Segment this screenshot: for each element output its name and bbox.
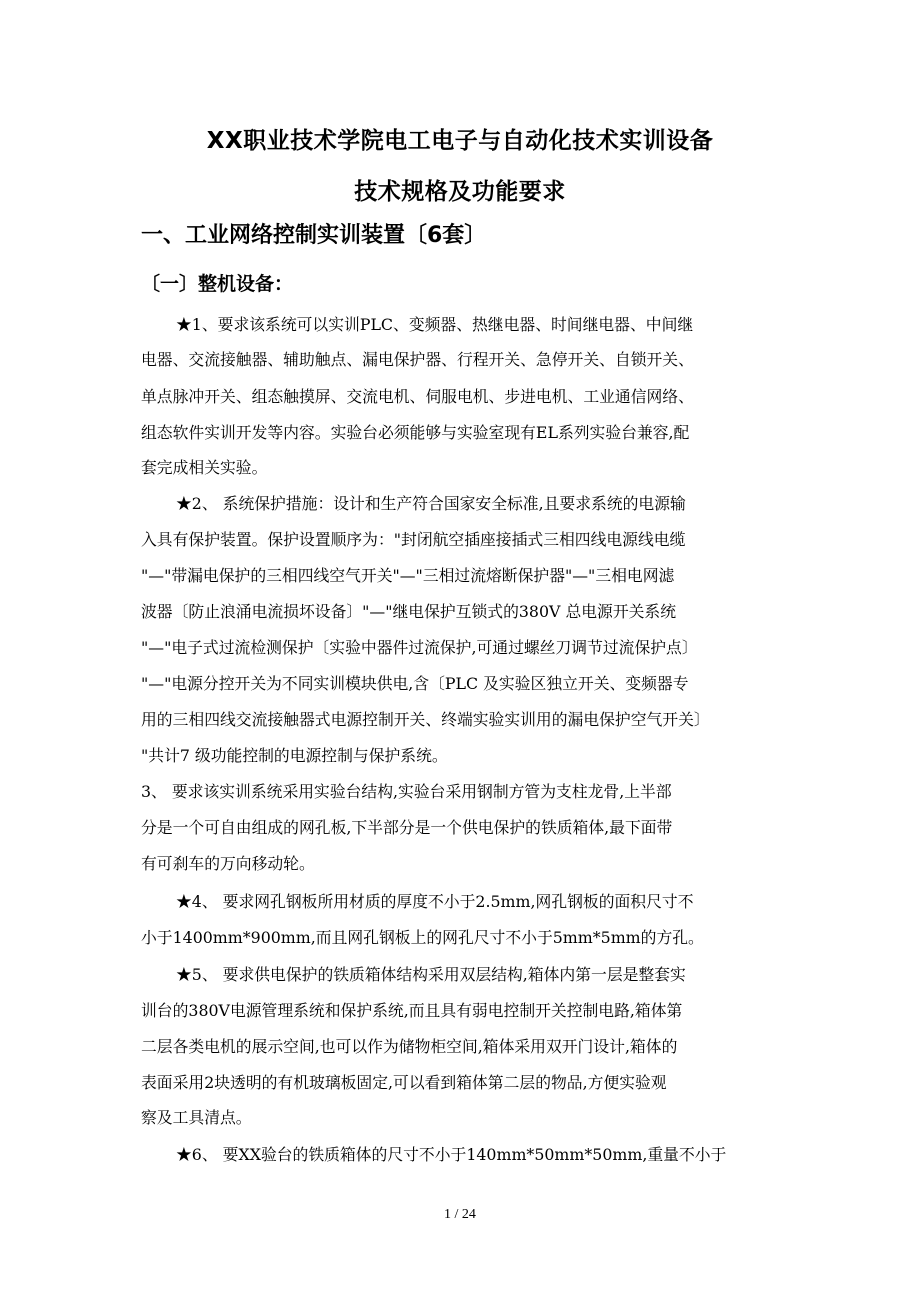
document-subtitle: 技术规格及功能要求 [354,179,566,205]
paragraph-line: 入具有保护装置。保护设置顺序为："封闭航空插座接插式三相四线电源线电缆 [141,530,686,549]
document-title: XX职业技术学院电工电子与自动化技术实训设备 [206,128,714,154]
paragraph-line: 二层各类电机的展示空间,也可以作为储物柜空间,箱体采用双开门设计,箱体的 [141,1037,678,1056]
paragraph-line: ★1、要求该系统可以实训PLC、变频器、热继电器、时间继电器、中间继 [176,315,694,334]
paragraph-line: ★6、 要XX验台的铁质箱体的尺寸不小于140mm*50mm*50mm,重量不小于 [176,1145,727,1164]
paragraph-line: 波器〔防止浪涌电流损坏设备〕"—"继电保护互锁式的380V 总电源开关系统 [141,602,677,621]
paragraph-line: "共计7 级功能控制的电源控制与保护系统。 [141,746,448,765]
paragraph-line: 3、 要求该实训系统采用实验台结构,实验台采用钢制方管为支柱龙骨,上半部 [141,782,672,801]
paragraph-line: 组态软件实训开发等内容。实验台必须能够与实验室现有EL系列实验台兼容,配 [141,423,690,442]
paragraph-line: 分是一个可自由组成的网孔板,下半部分是一个供电保护的铁质箱体,最下面带 [141,818,673,837]
paragraph-line: 有可刹车的万向移动轮。 [141,854,315,873]
paragraph-line: ★5、 要求供电保护的铁质箱体结构采用双层结构,箱体内第一层是整套实 [176,965,686,984]
paragraph-line: 套完成相关实验。 [141,458,268,477]
section-heading: 一、工业网络控制实训装置〔6套〕 [141,223,487,248]
page-number: 1 / 24 [444,1207,476,1222]
paragraph-line: ★4、 要求网孔钢板所用材质的厚度不小于2.5mm,网孔钢板的面积尺寸不 [176,892,694,911]
paragraph-line: 电器、交流接触器、辅助触点、漏电保护器、行程开关、急停开关、自锁开关、 [141,350,694,369]
paragraph-line: 小于1400mm*900mm,而且网孔钢板上的网孔尺寸不小于5mm*5mm的方孔。 [141,928,704,947]
paragraph-line: "—"电源分控开关为不同实训模块供电,含〔PLC 及实验区独立开关、变频器专 [141,674,689,693]
subsection-heading: 〔一〕整机设备： [141,273,294,295]
paragraph-line: "—"带漏电保护的三相四线空气开关"—"三相过流熔断保护器"—"三相电网滤 [141,566,675,585]
paragraph-line: 察及工具清点。 [141,1108,252,1127]
paragraph-line: 训台的380V电源管理系统和保护系统,而且具有弱电控制开关控制电路,箱体第 [141,1001,683,1020]
paragraph-line: 表面采用2块透明的有机玻璃板固定,可以看到箱体第二层的物品,方便实验观 [141,1073,667,1092]
paragraph-line: 单点脉冲开关、组态触摸屏、交流电机、伺服电机、步进电机、工业通信网络、 [141,387,694,406]
paragraph-line: 用的三相四线交流接触器式电源控制开关、终端实验实训用的漏电保护空气开关〕 [141,710,710,729]
paragraph-line: "—"电子式过流检测保护〔实验中器件过流保护,可通过螺丝刀调节过流保护点〕 [141,638,698,657]
paragraph-line: ★2、 系统保护措施：设计和生产符合国家安全标准,且要求系统的电源输 [176,494,686,513]
